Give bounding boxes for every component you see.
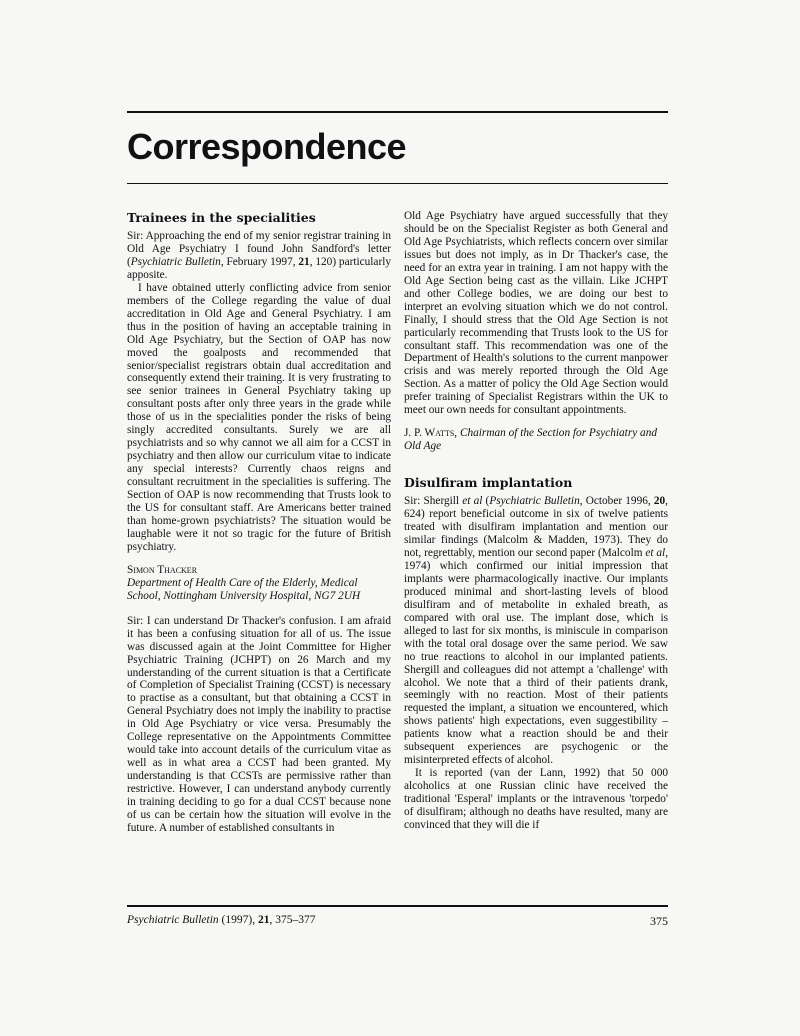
letter2-body: Sir: I can understand Dr Thacker's confusion. I am afraid it has been a confusing situation for all of us. The issue was discussed again at the Joint Committee for Higher Psychiatric Training (JCHPT) on 26 March and my understanding of the current situation is that a Certificate of Completion of Specialist Training (CCST) is necessary to practise as a consultant, but that obtaining a CCST in General Psychiatry does not imply the inability to practise in Old Age Psychiatry or vice versa. Presumably the College representative on the Appointments Committee would take into account details of the curriculum vitae as well as in what area a CCST had been granted. My understanding is that CCSTs are permissive rather than restrictive. However, I can understand anybody currently in training deciding to go for a dual CCST because none of us can be certain how the situation will evolve in the future. A number of established consultants in (127, 614, 391, 834)
section-heading-disulfiram: Disulfiram implantation (404, 475, 573, 491)
footer-rule (127, 905, 668, 907)
page-number: 375 (650, 914, 668, 928)
section-heading-trainees: Trainees in the specialities (127, 210, 316, 225)
disulfiram-paragraph1: Sir: Shergill et al (Psychiatric Bulletin, October 1996, 20, 624) report beneficial outcome in six of twelve patients treated with disulfiram implantation and mention our similar findings (Malcolm & Madden, 1973). They do not, regrettably, mention our second paper (Malcolm et al, 1974) which confirmed our initial impression that implants were pharmacologically inactive. Our implants produced minimal and short-lasting levels of blood disulfiram and of metabolite in exhaled breath, as compared with oral use. The implant dose, which is alleged to last for six months, is miniscule in comparison with the total oral dosage over the same period. We saw no true reactions to alcohol in our implanted patients. Shergill and colleagues did not attempt a 'challenge' with alcohol. We note that a third of their patients drank, seemingly with no reaction. Most of their patients requested the implant, a situation we encountered, which shows patients' high expectations, even suggestibility – patients know what a reaction should be and their subsequent experiences are psychogenic or the misinterpreted effects of alcohol. (404, 495, 669, 767)
disulfiram-paragraph2: It is reported (van der Lann, 1992) that 50 000 alcoholics at one Russian clinic have received the traditional 'Esperal' implants or the intravenous 'torpedo' of disulfiram; although no deaths have resulted, many are convinced that they will die if (404, 767, 668, 831)
page-title: Correspondence (127, 126, 407, 167)
footer-citation: Psychiatric Bulletin (1997), 21, 375–377 (127, 914, 316, 926)
signature-affiliation: Chairman of the Section for Psychiatry and Old Age (404, 427, 657, 453)
letter2-signature: J. P. Watts, Chairman of the Section for Psychiatry and Old Age (404, 427, 657, 453)
title-rule (127, 183, 668, 184)
signature-name: J. P. Watts (404, 427, 455, 440)
left-column (127, 210, 391, 835)
letter1-signature (127, 564, 391, 603)
letter1-paragraph1: Sir: Approaching the end of my senior registrar training in Old Age Psychiatry I found John Sandford's letter (Psychiatric Bulletin, February 1997, 21, 120) particularly apposite. (127, 230, 391, 281)
letter1-paragraph2: I have obtained utterly conflicting advice from senior members of the College regarding the value of dual accreditation in Old Age and General Psychiatry. I am thus in the position of having an acceptable training in Old Age Psychiatry, but the Section of OAP has now moved the goalposts and recommended that senior/specialist registrars obtain dual accreditation and consequently extend their training. It is very frustrating to see senior trainees in General Psychiatry taking up consultant posts after only three years in the grade while those of us in the specialities ponder the risks of being singly accredited consultants. Surely we are all psychiatrists and so why cannot we all aim for a CCST in psychiatry and then allow our curriculum vitae to indicate any special interests? Currently chaos reigns and consultant recruitment in the specialities is suffering. The Section of OAP is now recommending that Trusts look to the US for consultant staff. Are Americans better trained than home-grown psychiatrists? The situation would be laughable were it not so tragic for the future of British psychiatry. (127, 281, 391, 553)
top-rule (127, 111, 668, 113)
letter2-continued: Old Age Psychiatry have argued successfully that they should be on the Specialist Register as both General and Old Age Psychiatrists, which reflects concern over similar issues but does not imply, as in Dr Thacker's case, the need for an extra year in training. I am not happy with the Old Age Section being cast as the villain. Like JCHPT and other College bodies, we are doing our best to interpret an evolving situation which we do not control. Finally, I should stress that the Old Age Section is not particularly recommending that Trusts look to the US for consultant staff. This recommendation was one of the Department of Health's solutions to the current manpower crisis and was merely reported through the Old Age Section. As a matter of policy the Old Age Section would prefer training of Specialist Registrars within the UK to meet our own needs for consultant appointments. (404, 210, 668, 417)
signature-name: Simon Thacker (127, 563, 198, 576)
right-column (404, 210, 668, 832)
signature-affiliation: Department of Health Care of the Elderly, Medical School, Nottingham University Hospital, NG7 2UH (127, 576, 361, 602)
